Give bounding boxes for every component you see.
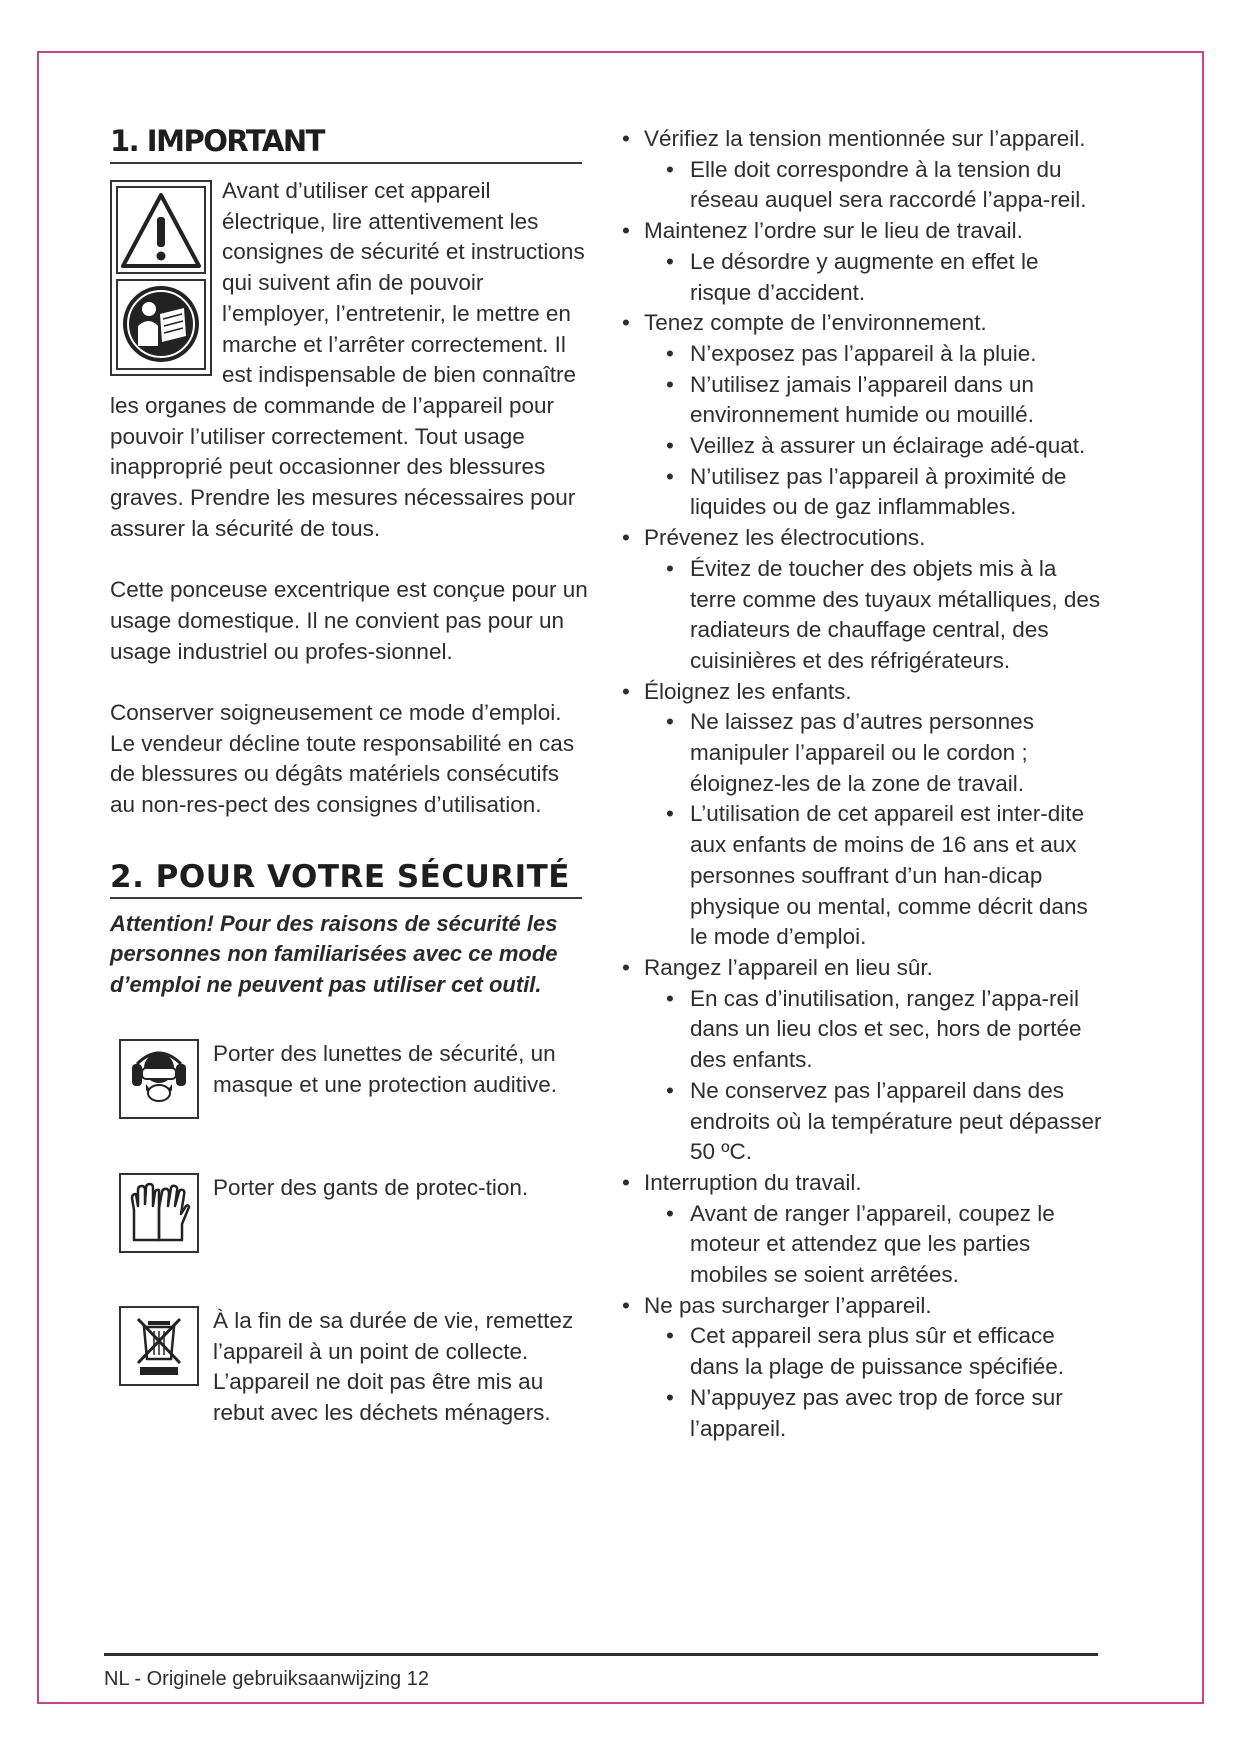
sub-bullet: • Le désordre y augmente en effet le risque d’accident. bbox=[666, 248, 1039, 305]
attention-text: Attention! Pour des raisons de sécurité les personnes non familiarisées avec ce mode d’emploi ne peuvent pas utiliser cet outil. bbox=[110, 910, 558, 998]
safety-bullet-text: Rangez l’appareil en lieu sûr. bbox=[644, 954, 933, 980]
safety-bullet-list bbox=[622, 124, 1102, 1444]
sub-bullet-text: N’appuyez pas avec trop de force sur l’appareil. bbox=[690, 1384, 1063, 1441]
footer-divider bbox=[104, 1653, 1098, 1656]
usage-paragraph: Cette ponceuse excentrique est conçue pour un usage domestique. Il ne convient pas pour un usage industriel ou profes-sionnel. bbox=[110, 577, 588, 664]
ear-goggles-mask-icon bbox=[119, 1039, 199, 1119]
sub-bullet-text: N’utilisez jamais l’appareil dans un environnement humide ou mouillé. bbox=[690, 371, 1034, 428]
sub-bullet-text: N’utilisez pas l’appareil à proximité de liquides ou de gaz inflammables. bbox=[690, 463, 1067, 520]
gloves-instruction bbox=[110, 1173, 583, 1253]
sub-bullet-list bbox=[644, 554, 1102, 677]
safety-bullet-text: Interruption du travail. bbox=[644, 1169, 862, 1195]
sub-bullet: • Veillez à assurer un éclairage adé-quat. bbox=[666, 433, 1086, 459]
safety-bullet bbox=[622, 1291, 1102, 1445]
safety-bullet bbox=[622, 953, 1102, 1168]
sub-bullet-text: Cet appareil sera plus sûr et efficace dans la plage de puissance spécifiée. bbox=[690, 1323, 1065, 1380]
sub-bullet-list bbox=[644, 1199, 1102, 1291]
safety-bullet-text: Vérifiez la tension mentionnée sur l’appareil. bbox=[644, 126, 1086, 151]
sub-bullet-text: Elle doit correspondre à la tension du réseau auquel sera raccordé l’appa-reil. bbox=[690, 156, 1087, 213]
warning-read-manual-pictogram bbox=[110, 180, 212, 376]
disposal-text: À la fin de sa durée de vie, remettez l’appareil à un point de collecte. L’appareil ne doit pas être mis au rebut avec les déchets ménagers. bbox=[213, 1307, 574, 1425]
safety-bullet bbox=[622, 308, 1102, 523]
sub-bullet: • Évitez de toucher des objets mis à la terre comme des tuyaux métalliques, des radiateurs de chauffage central, des cuisinières et des réfrigérateurs. bbox=[666, 555, 1101, 673]
sub-bullet-text: L’utilisation de cet appareil est inter-dite aux enfants de moins de 16 ans et aux personnes souffrant d’un han-dicap physique ou mental, comme décrit dans le mode d’emploi. bbox=[690, 801, 1088, 950]
sub-bullet: • Ne laissez pas d’autres personnes manipuler l’appareil ou le cordon ; éloignez-les de la zone de travail. bbox=[666, 709, 1034, 796]
safety-bullet bbox=[622, 523, 1102, 677]
sub-bullet-text: Ne laissez pas d’autres personnes manipuler l’appareil ou le cordon ; éloignez-les de la zone de travail. bbox=[690, 709, 1034, 796]
page-footer: NL - Originele gebruiksaanwijzing 12 bbox=[104, 1668, 429, 1690]
sub-bullet-text: Ne conservez pas l’appareil dans des endroits où la température peut dépasser 50 ºC. bbox=[690, 1077, 1102, 1165]
sub-bullet-text: N’exposez pas l’appareil à la pluie. bbox=[690, 340, 1037, 366]
sub-bullet-list bbox=[644, 247, 1102, 308]
intro-block bbox=[110, 176, 590, 544]
safety-bullet bbox=[622, 216, 1102, 308]
sub-bullet-list bbox=[644, 1321, 1102, 1444]
disposal-instruction bbox=[110, 1306, 583, 1429]
safety-bullet bbox=[622, 677, 1102, 953]
ppe-instruction bbox=[110, 1039, 583, 1119]
sub-bullet: • En cas d’inutilisation, rangez l’appa-reil dans un lieu clos et sec, hors de portée des enfants. bbox=[666, 985, 1082, 1073]
safety-bullet-text: Ne pas surcharger l’appareil. bbox=[644, 1292, 932, 1318]
ppe-text: Porter des lunettes de sécurité, un masque et une protection auditive. bbox=[213, 1040, 557, 1097]
sub-bullet-text: Veillez à assurer un éclairage adé-quat. bbox=[690, 433, 1086, 459]
sub-bullet: • Ne conservez pas l’appareil dans des endroits où la température peut dépasser 50 ºC. bbox=[666, 1077, 1102, 1165]
sub-bullet-list bbox=[644, 707, 1102, 953]
sub-bullet-list bbox=[644, 155, 1102, 216]
sub-bullet-text: Avant de ranger l’appareil, coupez le moteur et attendez que les parties mobiles se soient arrêtées. bbox=[690, 1200, 1055, 1288]
warning-manual-icon bbox=[116, 186, 206, 370]
sub-bullet-list bbox=[644, 339, 1102, 523]
safety-bullet-text: Tenez compte de l’environnement. bbox=[644, 310, 987, 336]
sub-bullet: • L’utilisation de cet appareil est inter-dite aux enfants de moins de 16 ans et aux personnes souffrant d’un han-dicap physique ou mental, comme décrit dans le mode d’emploi. bbox=[666, 801, 1088, 950]
sub-bullet-text: Le désordre y augmente en effet le risque d’accident. bbox=[690, 248, 1039, 305]
section-1-title: 1. IMPORTANT bbox=[110, 124, 582, 164]
sub-bullet: • N’exposez pas l’appareil à la pluie. bbox=[666, 340, 1037, 366]
sub-bullet-list bbox=[644, 984, 1102, 1168]
section-2-title: 2. POUR VOTRE SÉCURITÉ bbox=[110, 859, 582, 899]
sub-bullet-text: Évitez de toucher des objets mis à la terre comme des tuyaux métalliques, des radiateurs de chauffage central, des cuisinières et des réfrigérateurs. bbox=[690, 555, 1101, 673]
manual-paragraph: Conserver soigneusement ce mode d’emploi. Le vendeur décline toute responsabilité en cas de blessures ou dégâts matériels consécutifs au non-res-pect des consignes d’utilisation. bbox=[110, 699, 575, 818]
sub-bullet: • N’utilisez pas l’appareil à proximité de liquides ou de gaz inflammables. bbox=[666, 463, 1067, 520]
safety-bullet-text: Maintenez l’ordre sur le lieu de travail. bbox=[644, 218, 1023, 244]
sub-bullet: • N’appuyez pas avec trop de force sur l’appareil. bbox=[666, 1384, 1063, 1441]
sub-bullet: • Elle doit correspondre à la tension du réseau auquel sera raccordé l’appa-reil. bbox=[666, 156, 1087, 213]
right-column bbox=[622, 124, 1102, 1444]
safety-bullet bbox=[622, 124, 1102, 216]
gloves-icon bbox=[119, 1173, 199, 1253]
intro-text: Avant d’utiliser cet appareil électrique, lire attentivement les consignes de sécurité et instructions qui suivent afin de pouvoir l’employer, l’entretenir, le mettre en marche et l’arrêter correctement. Il est indispensable de bien connaître les organes de commande de l’appareil pour pouvoir l’utiliser correctement. Tout usage inapproprié peut occasionner des blessures graves. Prendre les mesures nécessaires pour assurer la sécurité de tous. bbox=[110, 178, 585, 541]
crossed-bin-icon bbox=[119, 1306, 199, 1386]
sub-bullet-text: En cas d’inutilisation, rangez l’appa-reil dans un lieu clos et sec, hors de portée des enfants. bbox=[690, 985, 1082, 1073]
sub-bullet: • N’utilisez jamais l’appareil dans un environnement humide ou mouillé. bbox=[666, 371, 1034, 428]
sub-bullet: • Cet appareil sera plus sûr et efficace dans la plage de puissance spécifiée. bbox=[666, 1323, 1065, 1380]
safety-bullet-text: Éloignez les enfants. bbox=[644, 678, 852, 704]
left-column bbox=[110, 124, 590, 1425]
gloves-text: Porter des gants de protec-tion. bbox=[213, 1174, 529, 1200]
safety-bullet bbox=[622, 1168, 1102, 1291]
safety-bullet-text: Prévenez les électrocutions. bbox=[644, 525, 926, 551]
sub-bullet: • Avant de ranger l’appareil, coupez le moteur et attendez que les parties mobiles se soient arrêtées. bbox=[666, 1200, 1055, 1288]
